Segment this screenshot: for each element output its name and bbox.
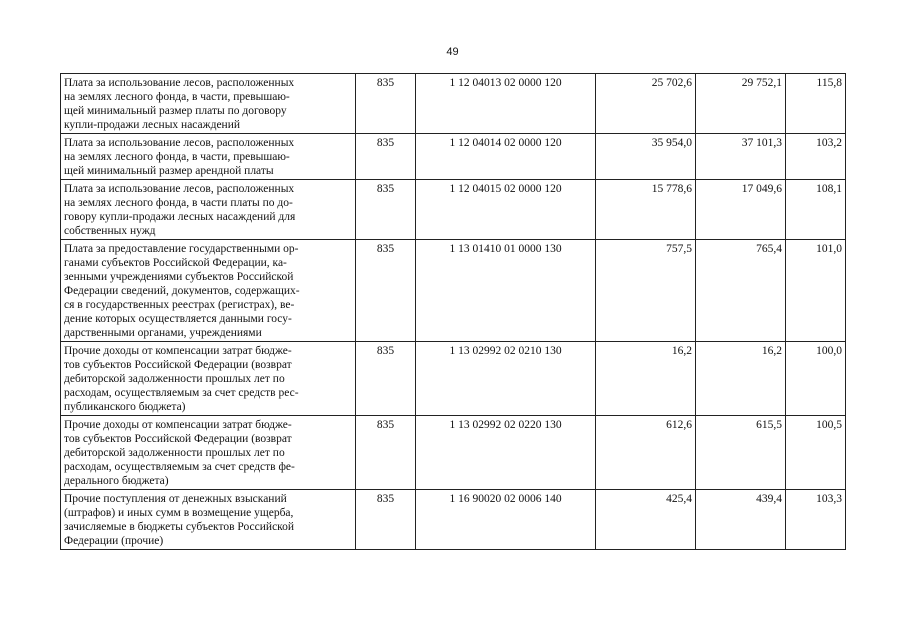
description-line: Федерации (прочие) [64, 535, 164, 547]
description-line: дерального бюджета) [64, 475, 169, 487]
budget-classification-code-cell: 1 12 04013 02 0000 120 [416, 74, 596, 134]
table-row [61, 240, 846, 342]
execution-percent-cell: 108,1 [786, 180, 846, 240]
actual-amount-cell: 615,5 [696, 416, 786, 490]
income-description-cell [61, 342, 356, 416]
actual-amount-cell: 29 752,1 [696, 74, 786, 134]
planned-amount-cell: 612,6 [596, 416, 696, 490]
description-line: Федерации сведений, документов, содержащих- [64, 285, 300, 297]
table-row [61, 134, 846, 180]
description-line: зачисляемые в бюджеты субъектов Российской [64, 521, 295, 533]
income-description-cell [61, 240, 356, 342]
description-line: Плата за использование лесов, расположенных [64, 137, 295, 149]
budget-classification-code-cell: 1 16 90020 02 0006 140 [416, 490, 596, 550]
description-line: говору купли-продажи лесных насаждений для [64, 211, 296, 223]
description-line: тов субъектов Российской Федерации (возврат [64, 433, 292, 445]
budget-classification-code-cell: 1 12 04015 02 0000 120 [416, 180, 596, 240]
execution-percent-cell: 103,3 [786, 490, 846, 550]
description-line: ганами субъектов Российской Федерации, ка- [64, 257, 287, 269]
description-line: Прочие доходы от компенсации затрат бюдже- [64, 345, 292, 357]
table-row [61, 342, 846, 416]
income-description-cell [61, 416, 356, 490]
administrator-code-cell: 835 [356, 342, 416, 416]
revenue-table [60, 73, 846, 550]
description-line: на землях лесного фонда, в части, превышаю- [64, 91, 290, 103]
budget-classification-code-cell: 1 13 01410 01 0000 130 [416, 240, 596, 342]
administrator-code-cell: 835 [356, 490, 416, 550]
description-line: дение которых осуществляется данными госу- [64, 313, 292, 325]
description-line: Плата за предоставление государственными ор- [64, 243, 299, 255]
administrator-code-cell: 835 [356, 240, 416, 342]
page-number: 49 [446, 46, 459, 58]
income-description-cell [61, 490, 356, 550]
planned-amount-cell: 16,2 [596, 342, 696, 416]
income-description-cell [61, 74, 356, 134]
description-line: купли-продажи лесных насаждений [64, 119, 241, 131]
budget-classification-code-cell: 1 13 02992 02 0210 130 [416, 342, 596, 416]
table-row [61, 180, 846, 240]
income-description-cell [61, 180, 356, 240]
budget-classification-code-cell: 1 13 02992 02 0220 130 [416, 416, 596, 490]
table-row [61, 416, 846, 490]
description-line: собственных нужд [64, 225, 156, 237]
planned-amount-cell: 35 954,0 [596, 134, 696, 180]
description-line: дебиторской задолженности прошлых лет по [64, 447, 285, 459]
actual-amount-cell: 16,2 [696, 342, 786, 416]
execution-percent-cell: 115,8 [786, 74, 846, 134]
administrator-code-cell: 835 [356, 134, 416, 180]
execution-percent-cell: 103,2 [786, 134, 846, 180]
table-row [61, 490, 846, 550]
planned-amount-cell: 425,4 [596, 490, 696, 550]
description-line: на землях лесного фонда, в части платы по до- [64, 197, 293, 209]
description-line: расходам, осуществляемым за счет средств фе- [64, 461, 295, 473]
description-line: Плата за использование лесов, расположенных [64, 183, 295, 195]
description-line: публиканского бюджета) [64, 401, 186, 413]
description-line: (штрафов) и иных сумм в возмещение ущерба, [64, 507, 294, 519]
budget-classification-code-cell: 1 12 04014 02 0000 120 [416, 134, 596, 180]
description-line: на землях лесного фонда, в части, превышаю- [64, 151, 290, 163]
planned-amount-cell: 25 702,6 [596, 74, 696, 134]
administrator-code-cell: 835 [356, 74, 416, 134]
description-line: дебиторской задолженности прошлых лет по [64, 373, 285, 385]
execution-percent-cell: 100,0 [786, 342, 846, 416]
execution-percent-cell: 101,0 [786, 240, 846, 342]
description-line: зенными учреждениями субъектов Российской [64, 271, 294, 283]
description-line: Прочие доходы от компенсации затрат бюдже- [64, 419, 292, 431]
execution-percent-cell: 100,5 [786, 416, 846, 490]
description-line: ся в государственных реестрах (регистрах), ве- [64, 299, 295, 311]
table-body [61, 74, 846, 550]
description-line: тов субъектов Российской Федерации (возврат [64, 359, 292, 371]
actual-amount-cell: 439,4 [696, 490, 786, 550]
actual-amount-cell: 17 049,6 [696, 180, 786, 240]
description-line: Прочие поступления от денежных взысканий [64, 493, 287, 505]
description-line: расходам, осуществляемым за счет средств рес- [64, 387, 299, 399]
actual-amount-cell: 37 101,3 [696, 134, 786, 180]
income-description-cell [61, 134, 356, 180]
administrator-code-cell: 835 [356, 416, 416, 490]
administrator-code-cell: 835 [356, 180, 416, 240]
actual-amount-cell: 765,4 [696, 240, 786, 342]
description-line: щей минимальный размер арендной платы [64, 165, 274, 177]
planned-amount-cell: 15 778,6 [596, 180, 696, 240]
description-line: дарственными органами, учреждениями [64, 327, 262, 339]
planned-amount-cell: 757,5 [596, 240, 696, 342]
description-line: щей минимальный размер платы по договору [64, 105, 287, 117]
description-line: Плата за использование лесов, расположенных [64, 77, 295, 89]
table-row [61, 74, 846, 134]
